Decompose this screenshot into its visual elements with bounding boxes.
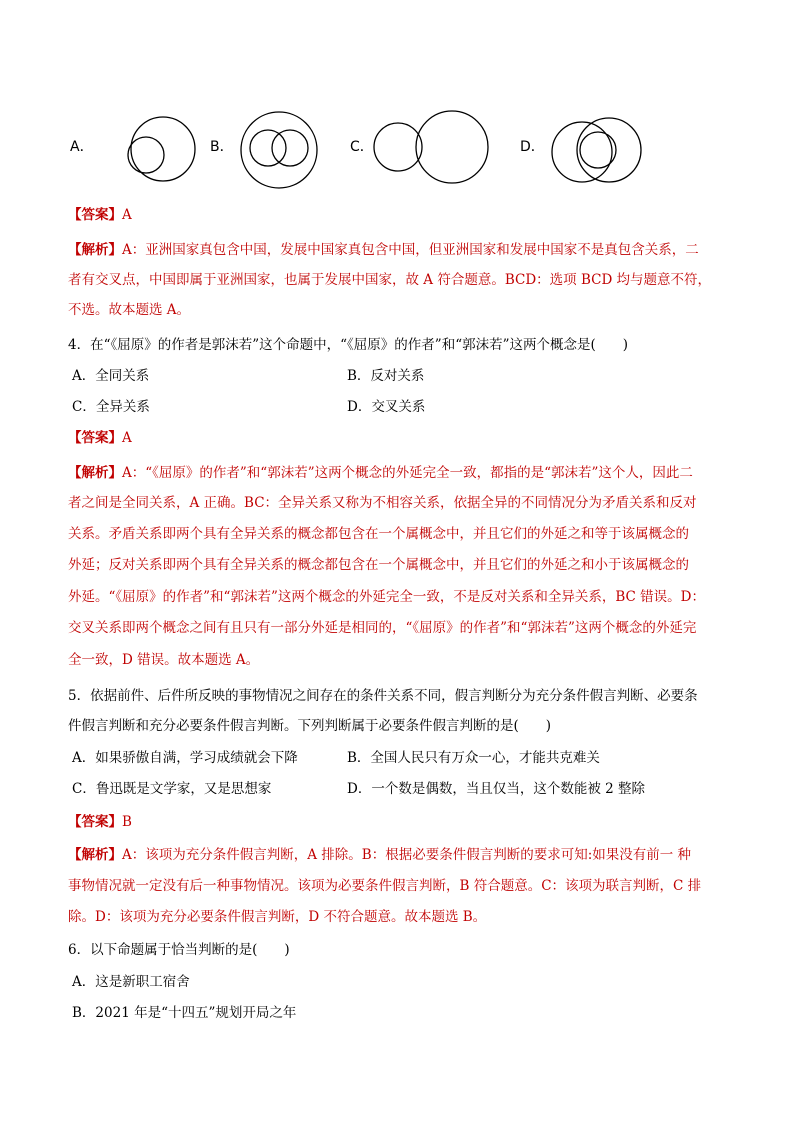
q5-analysis-line-1: 【解析】A：该项为充分条件假言判断，A 排除。B：根据必要条件假言判断的要求可知:如果没有前一 种 [68,847,692,863]
q3-answer: 【答案】A [68,207,132,223]
q4-analysis-line-4: 外延；反对关系即两个具有全异关系的概念都包含在一个属概念中，并且它们的外延之和小于该属概念的 [68,557,689,573]
q4-option-d: D．交叉关系 [347,399,426,415]
option-letter: B． [210,139,234,155]
venn-diagram-c [372,110,492,190]
venn-options-row [70,110,730,190]
q4-option-c: C．全异关系 [72,399,150,415]
q6-option-a: A．这是新职工宿舍 [72,974,190,990]
q4-analysis-line-2: 者之间是全同关系，A 正确。BC：全异关系又称为不相容关系，依据全异的不同情况分为矛盾关系和反对 [68,495,697,511]
venn-diagram-b [238,110,322,194]
q4-option-a: A．全同关系 [72,368,150,384]
q6-option-b: B．2021 年是“十四五”规划开局之年 [72,1005,297,1021]
venn-diagram-d [550,110,646,190]
q5-option-b: B．全国人民只有万众一心，才能共克难关 [347,750,600,766]
option-letter: A． [70,139,94,155]
q3-analysis-line-3: 不选。故本题选 A。 [68,302,191,318]
q5-stem-line-1: 5．依据前件、后件所反映的事物情况之间存在的条件关系不同，假言判断分为充分条件假言判断、必要条 [68,688,698,704]
q4-analysis-line-1: 【解析】A：“《屈原》的作者”和“郭沫若”这两个概念的外延完全一致，都指的是“郭沫若”这个人，因此二 [68,465,693,481]
q4-answer: 【答案】A [68,430,132,446]
option-letter: C． [350,139,374,155]
q5-option-d: D．一个数是偶数，当且仅当，这个数能被 2 整除 [347,781,645,797]
q4-analysis-line-6: 交叉关系即两个概念之间有且只有一部分外延是相同的，“《屈原》的作者”和“郭沫若”这两个概念的外延完 [68,620,697,636]
q4-stem: 4．在“《屈原》的作者是郭沫若”这个命题中，“《屈原》的作者”和“郭沫若”这两个概念是( ) [68,337,629,353]
q4-analysis-line-5: 外延。“《屈原》的作者”和“郭沫若”这两个概念的外延完全一致，不是反对关系和全异关系，BC 错误。D： [68,589,705,605]
q5-analysis-line-3: 除。D：该项为充分必要条件假言判断，D 不符合题意。故本题选 B。 [68,909,487,925]
q5-option-a: A．如果骄傲自满，学习成绩就会下降 [72,750,298,766]
q6-stem: 6．以下命题属于恰当判断的是( ) [68,942,290,958]
q3-analysis-line-1: 【解析】A：亚洲国家真包含中国，发展中国家真包含中国，但亚洲国家和发展中国家不是真包含关系，二 [68,242,699,258]
q5-option-c: C．鲁迅既是文学家，又是思想家 [72,781,272,797]
q5-stem-line-2: 件假言判断和充分必要条件假言判断。下列判断属于必要条件假言判断的是( ) [68,718,552,734]
q4-option-b: B．反对关系 [347,368,425,384]
q3-analysis-line-2: 者有交叉点，中国即属于亚洲国家，也属于发展中国家，故 A 符合题意。BCD：选项 BCD 均与题意不符， [68,272,712,288]
q5-analysis-line-2: 事物情况就一定没有后一种事物情况。该项为必要条件假言判断，B 符合题意。C：该项为联言判断，C 排 [68,878,702,894]
q5-answer: 【答案】B [68,814,132,830]
q4-analysis-line-7: 全一致，D 错误。故本题选 A。 [68,652,260,668]
venn-diagram-a [118,110,198,190]
q4-analysis-line-3: 关系。矛盾关系即两个具有全异关系的概念都包含在一个属概念中，并且它们的外延之和等于该属概念的 [68,526,689,542]
option-letter: D． [520,139,545,155]
